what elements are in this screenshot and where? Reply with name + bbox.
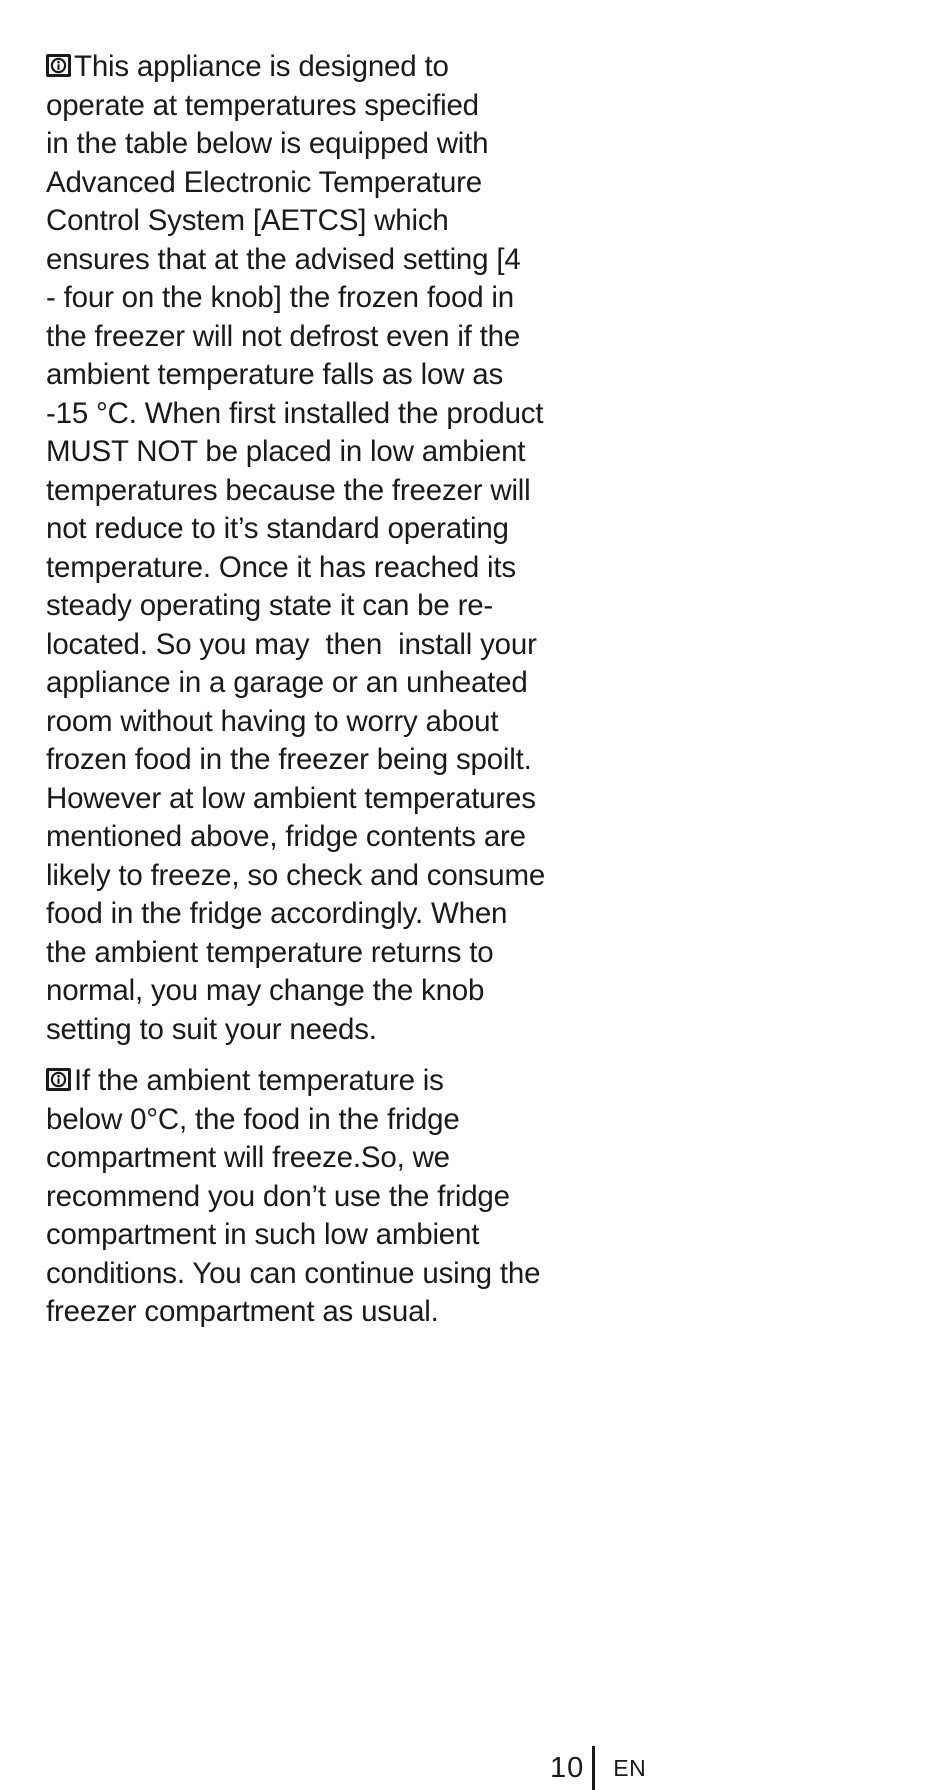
info-paragraph-fridge-freeze-warning [46,1062,606,1332]
text-line [46,1011,606,1050]
text-line [46,1062,606,1101]
document-body [46,48,606,1345]
line-text: conditions. You can continue using the [46,1256,541,1290]
line-text: the ambient temperature returns to [46,935,494,969]
line-text: frozen food in the freezer being spoilt. [46,743,532,776]
text-line [46,703,606,742]
text-line [46,472,606,511]
line-text: operate at temperatures specified [46,88,479,122]
text-line [46,549,606,588]
footer-divider [592,1746,595,1790]
text-line [46,241,606,280]
line-text: mentioned above, fridge contents are [46,820,526,853]
line-text: food in the fridge accordingly. When [46,897,508,930]
line-text: steady operating state it can be re- [46,589,494,622]
text-line [46,87,606,126]
line-text: setting to suit your needs. [46,1012,377,1046]
line-text: compartment in such low ambient [46,1218,480,1251]
line-text: room without having to worry about [46,704,499,738]
text-line [46,587,606,626]
line-text: compartment will freeze.So, we [46,1141,450,1174]
line-text: However at low ambient temperatures [46,781,536,815]
line-text: appliance in a garage or an unheated [46,666,528,699]
line-text: not reduce to it’s standard operating [46,512,509,545]
text-line [46,433,606,472]
page-number: 10 [550,1751,585,1784]
text-line [46,356,606,395]
line-text: If the ambient temperature is [74,1064,444,1097]
text-line [46,1216,606,1255]
info-icon [46,54,71,77]
text-line [46,857,606,896]
text-line [46,1101,606,1140]
line-text: the freezer will not defrost even if the [46,319,521,353]
text-line [46,780,606,819]
line-text: normal, you may change the knob [46,974,485,1007]
language-code: EN [613,1754,647,1781]
line-text: ambient temperature falls as low as [46,358,504,391]
info-paragraph-low-ambient-aetcs [46,48,606,1049]
text-line [46,741,606,780]
text-line [46,1139,606,1178]
text-line [46,510,606,549]
line-text: temperature. Once it has reached its [46,550,516,584]
text-line [46,934,606,973]
line-text: in the table below is equipped with [46,127,489,160]
line-text: Control System [AETCS] which [46,204,449,237]
text-line [46,395,606,434]
text-line [46,164,606,203]
text-line [46,1178,606,1217]
line-text: This appliance is designed to [74,50,449,83]
text-line [46,279,606,318]
line-text: - four on the knob] the frozen food in [46,281,514,314]
line-text: below 0°C, the food in the fridge [46,1102,460,1136]
line-text: freezer compartment as usual. [46,1295,439,1328]
page-footer [550,1746,646,1790]
text-line [46,664,606,703]
text-line [46,895,606,934]
text-line [46,818,606,857]
line-text: recommend you don’t use the fridge [46,1179,510,1213]
line-text: temperatures because the freezer will [46,473,531,507]
info-icon [46,1068,71,1091]
line-text: MUST NOT be placed in low ambient [46,435,526,468]
text-line [46,1293,606,1332]
text-line [46,48,606,87]
line-text: likely to freeze, so check and consume [46,858,546,892]
text-line [46,972,606,1011]
line-text: located. So you may then install your [46,627,537,661]
text-line [46,202,606,241]
text-line [46,318,606,357]
line-text: ensures that at the advised setting [4 [46,242,521,276]
text-line [46,125,606,164]
text-line [46,626,606,665]
line-text: Advanced Electronic Temperature [46,165,482,199]
line-text: -15 °C. When first installed the product [46,396,544,430]
text-line [46,1255,606,1294]
